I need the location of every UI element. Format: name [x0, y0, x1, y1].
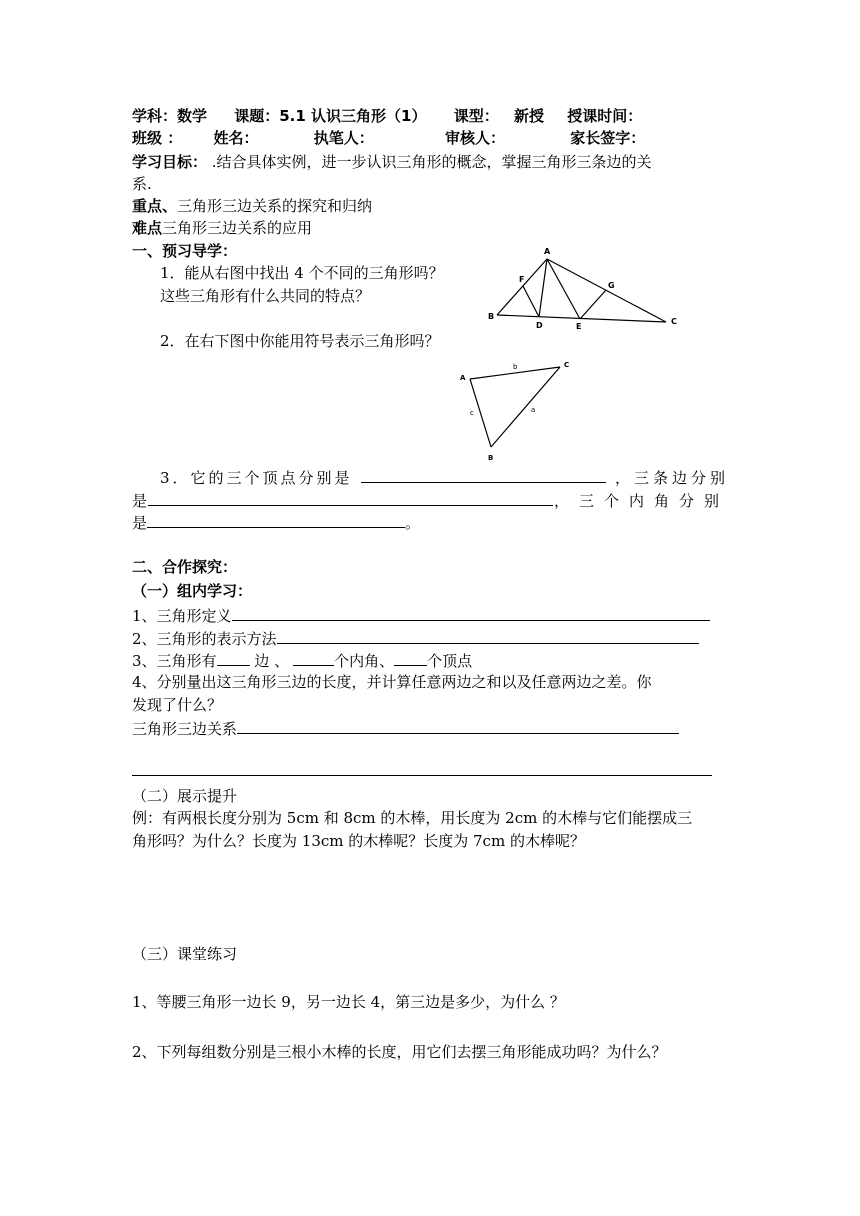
q3-text-start: 3．它的三个顶点分别是 — [160, 469, 353, 487]
item1-blank[interactable] — [232, 605, 710, 621]
coop-item-1 — [132, 605, 710, 626]
fig2-side-label-a: a — [531, 406, 536, 414]
fig2-label-a: A — [460, 374, 466, 382]
lesson-type-value: 新授 — [513, 107, 544, 125]
fig2-label-c: C — [564, 361, 570, 369]
difficult-point — [132, 218, 312, 238]
objectives-line-2: 系. — [132, 175, 152, 193]
coop-sub2: （二）展示提升 — [132, 787, 238, 805]
objectives-text: .结合具体实例，进一步认识三角形的概念，掌握三角形三条边的关 — [207, 153, 652, 171]
fig1-segment-fd — [523, 286, 539, 317]
fig1-segment-ad — [539, 259, 547, 317]
q3-blank-angles[interactable] — [147, 512, 405, 528]
preview-q3-line-3 — [132, 512, 420, 533]
fig1-label-e: E — [576, 322, 582, 331]
topic: 课题：5.1 认识三角形（1） — [234, 107, 427, 125]
item1-label: 1、三角形定义 — [132, 607, 232, 625]
difficult-point-text: 三角形三边关系的应用 — [162, 219, 313, 237]
fig2-side-label-b: b — [513, 363, 518, 371]
coop-heading: 二、合作探究： — [132, 558, 238, 576]
fig1-label-a: A — [544, 247, 551, 256]
coop-item-3 — [132, 650, 472, 671]
preview-q3-line-2 — [132, 490, 729, 511]
relation-blank[interactable] — [237, 718, 679, 734]
relation-blank-line-2[interactable] — [132, 775, 712, 776]
class-label: 班级 ： — [132, 129, 183, 147]
parent-label: 家长签字： — [570, 129, 646, 147]
coop-item-4-line-1: 4、分别量出这三角形三边的长度，并计算任意两边之和以及任意两边之差。你 — [132, 673, 652, 691]
q3-blank-sides[interactable] — [148, 490, 553, 506]
preview-q3-line-1 — [160, 467, 729, 488]
item2-label: 2、三角形的表示方法 — [132, 630, 277, 648]
item3-angles: 个内角、 — [334, 652, 395, 670]
fig2-side-a — [491, 367, 560, 447]
key-point-text: 三角形三边关系的探究和归纳 — [177, 197, 373, 215]
q3-line3-start: 是 — [132, 514, 148, 532]
item3-vertices: 个顶点 — [427, 652, 473, 670]
preview-q2: 2．在右下图中你能用符号表示三角形吗？ — [160, 332, 440, 350]
item3-label: 3、三角形有 — [132, 652, 217, 670]
triangle-figure-1 — [480, 240, 690, 340]
header-line-1 — [132, 106, 642, 126]
exercise-1: 1、等腰三角形一边长 9，另一边长 4，第三边是多少，为什么 ？ — [132, 993, 565, 1011]
q3-line3-end: 。 — [405, 514, 421, 532]
lesson-time: 授课时间： — [567, 107, 643, 125]
example-line-1: 例：有两根长度分别为 5cm 和 8cm 的木棒，用长度为 2cm 的木棒与它们能摆成三 — [132, 809, 693, 827]
subject: 学科：数学 — [132, 107, 208, 125]
preview-q1-line-2: 这些三角形有什么共同的特点？ — [160, 287, 371, 305]
preview-q1-line-1: 1．能从右图中找出 4 个不同的三角形吗？ — [160, 264, 444, 282]
fig1-label-b: B — [488, 312, 495, 321]
q3-text-mid: ，三条边分别 — [614, 469, 729, 487]
name-label: 姓名： — [213, 129, 259, 147]
fig1-label-d: D — [536, 321, 543, 330]
fig2-label-b: B — [488, 454, 494, 462]
q3-line2-end: ，三个内角分别 — [553, 492, 729, 510]
writer-label: 执笔人： — [313, 129, 374, 147]
fig1-label-f: F — [519, 275, 525, 284]
item3-blank-angles[interactable] — [293, 650, 334, 666]
coop-sub1: （一）组内学习： — [132, 582, 253, 600]
fig1-segment-ge — [580, 290, 606, 319]
header-line-2 — [132, 128, 645, 148]
fig1-edge-bc — [497, 315, 666, 322]
objectives-line-1 — [132, 152, 652, 172]
triangle-figure-2 — [450, 355, 590, 465]
example-line-2: 角形吗？为什么？长度为 13cm 的木棒呢？长度为 7cm 的木棒呢？ — [132, 832, 585, 850]
relation-label: 三角形三边关系 — [132, 720, 238, 738]
triangle-relation — [132, 718, 679, 739]
coop-item-2 — [132, 628, 699, 649]
q3-blank-vertices[interactable] — [361, 467, 606, 483]
difficult-point-label: 难点 — [132, 219, 163, 237]
fig1-label-g: G — [608, 281, 615, 290]
preview-heading: 一、预习导学： — [132, 242, 238, 260]
item2-blank[interactable] — [277, 628, 699, 644]
fig1-label-c: C — [671, 317, 677, 326]
lesson-type: 课型： — [453, 107, 499, 125]
fig1-edge-ab — [497, 259, 547, 315]
coop-sub3: （三）课堂练习 — [132, 945, 238, 963]
fig2-side-label-c: c — [470, 409, 474, 417]
item3-sides: 边 、 — [249, 652, 290, 670]
item3-blank-vertices[interactable] — [394, 650, 427, 666]
exercise-2: 2、下列每组数分别是三根小木棒的长度，用它们去摆三角形能成功吗？为什么？ — [132, 1043, 667, 1061]
objectives-label: 学习目标： — [132, 153, 208, 171]
key-point-label: 重点、 — [132, 197, 178, 215]
key-point — [132, 196, 372, 216]
reviewer-label: 审核人： — [444, 129, 505, 147]
item3-blank-sides[interactable] — [217, 650, 250, 666]
q3-line2-start: 是 — [132, 492, 148, 510]
coop-item-4-line-2: 发现了什么？ — [132, 696, 223, 714]
